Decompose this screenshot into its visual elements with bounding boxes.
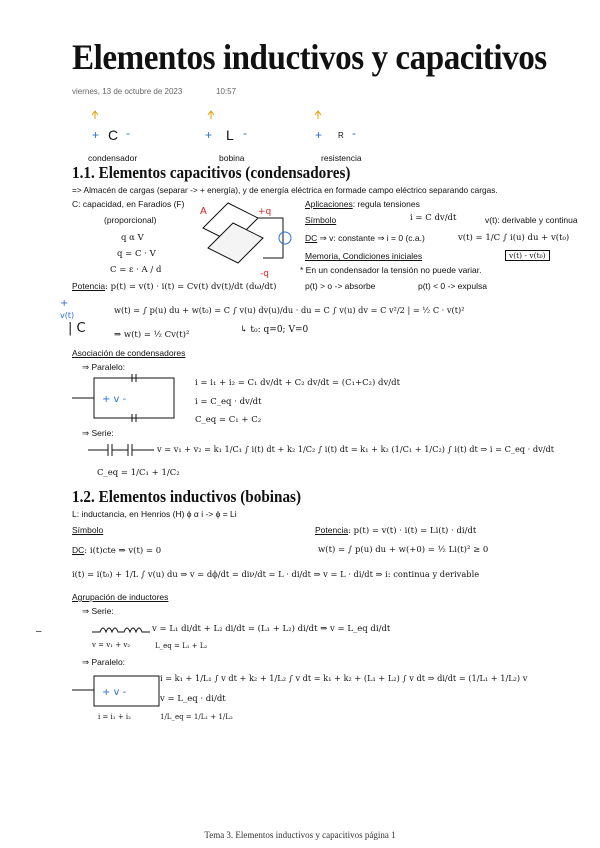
cap-par-eq1: i = i₁ + i₂ = C₁ dv/dt + C₂ dv/dt = (C₁+C₂) dv/dt [195,378,400,388]
label-bobina: bobina [219,153,245,163]
coil-minus: - [243,126,247,140]
cap-vt-note: v(t): derivable y continua [485,215,578,225]
page-footer: Tema 3. Elementos inductivos y capacitivos página 1 [204,830,396,840]
cap-memoria: Memoria, Condiciones iniciales [305,251,423,261]
cap-series-eq: v = v₁ + v₂ = k₁ 1/C₁ ∫ i(t) dt + k₂ 1/C₂ ∫ i(t) dt = k₁ + k₂ (1/C₁ + 1/C₂) ∫ i(t) dt ⇒ i = C_eq · dv/dt [157,444,554,454]
cap-dc-label: DC [305,233,318,243]
cap-capacity: C: capacidad, en Faradios (F) [72,199,185,209]
svg-text:+: + [60,298,69,309]
res-plus: + [315,128,323,142]
ind-current-eq: i(t) = i(t₀) + 1/L ∫ v(u) du ⇒ v = dϕ/dt = diν/dt = L · di/dt ⇒ v = L · di/dt ⇒ i: continua y derivable [72,569,480,579]
ind-parallel-label: Paralelo: [91,657,126,667]
res-minus: - [352,126,356,140]
ind-series-leq: L_eq = L₁ + L₂ [155,642,208,650]
cap-c-ead: C = ε · A / d [110,265,162,275]
cap-q-cv: q = C · V [117,249,156,259]
ind-series-label: Serie: [91,606,114,616]
series-cap-circuit [88,440,158,460]
ind-intro: L: inductancia, en Henrios (H) ϕ α i -> ϕ = Li [72,509,237,519]
ind-par-veq: v = L_eq · di/dt [160,694,226,704]
ind-series-eq: v = L₁ di/dt + L₂ di/dt = (L₁ + L₂) di/dt ⇒ v = L_eq di/dt [152,624,391,634]
capacitor-plates-sketch [198,198,298,278]
section-heading-inductive: 1.2. Elementos inductivos (bobinas) [72,487,302,506]
page-title: Elementos inductivos y capacitivos [72,37,547,77]
cap-absorbe: p(t) > o -> absorbe [305,281,376,291]
coil-letter: L [226,127,234,143]
cap-plus: + [92,128,100,142]
cap-aplicaciones-text: : regula tensiones [352,199,420,209]
cap-par-eq2: i = C_eq · dv/dt [195,397,262,407]
cap-dc-text: ⇒ v: constante ⇒ i = 0 (c.a.) [317,233,425,243]
svg-text:+ v -: + v - [102,687,127,698]
svg-text:+ v -: + v - [102,394,127,405]
cap-expulsa: p(t) < 0 -> expulsa [418,281,487,291]
label-condensador: condensador [88,153,138,163]
vt-sketch [60,296,100,336]
svg-text:v(t): v(t) [60,311,75,320]
cap-energy-final: ⇒ w(t) = ½ Cv(t)² [114,330,190,340]
cap-par-eq3: C_eq = C₁ + C₂ [195,415,262,425]
margin-dash: – [36,626,42,637]
parallel-ind-circuit [72,668,172,718]
ind-group-heading: Agrupación de inductores [72,592,169,602]
cap-series-label: Serie: [91,428,114,438]
cap-series-ceq: C_eq = 1/C₁ + 1/C₂ [97,468,180,478]
cap-parallel-label: Paralelo: [91,362,126,372]
svg-text:+q: +q [258,207,272,217]
ind-dc-label: DC [72,545,85,555]
cap-vt-box: v(t) - v(t₀) [505,250,550,261]
cap-current-eq: i = C dv/dt [410,213,457,223]
cap-aplicaciones-label: Aplicaciones [305,199,353,209]
cap-initial-note: ↳ t₀: q=0; V=0 [240,325,309,335]
ind-dc-text: : i(t)cte ⇒ v(t) = 0 [84,546,162,556]
cap-intro: => Almacén de cargas (separar -> + energía), y de energía eléctrica en formade campo eléctrico separando cargas. [72,185,498,195]
cap-note: * En un condensador la tensión no puede variar. [300,265,482,275]
ind-potencia-eq: : p(t) = v(t) · i(t) = Li(t) · di/dt [348,526,477,536]
section-heading-capacitive: 1.1. Elementos capacitivos (condensadores) [72,163,351,182]
res-letter: R [338,131,344,140]
ind-series-v: v = v₁ + v₂ [92,641,131,649]
cap-vt-integral: v(t) = 1/C ∫ i(u) du + v(t₀) [458,233,570,243]
cap-proportional: (proporcional) [104,215,157,225]
cap-letter: C [108,127,119,143]
coil-plus: + [205,128,213,142]
cap-minus: - [126,126,130,140]
parallel-cap-circuit [72,370,182,430]
svg-text:A: A [200,206,207,217]
ind-par-eq: i = k₁ + 1/L₁ ∫ v dt + k₂ + 1/L₂ ∫ v dt = k₁ + k₂ + (L₁ + L₂) ∫ v dt ⇒ di/dt = (1/L₁ + 1/L₂) v [160,673,528,683]
cap-potencia-eq: : p(t) = v(t) · i(t) = Cv(t) dv(t)/dt (dω/dt) [105,282,277,292]
svg-text:| C: | C [68,321,86,336]
cap-energy-eq: w(t) = ∫ p(u) du + w(t₀) = C ∫ v(u) dv(u)/du · du = C ∫ v(u) dv = C v²/2 | = ½ C · v(t)² [114,305,465,315]
ind-par-i: i = i₁ + i₂ [98,713,131,721]
cap-potencia-label: Potencia [72,281,106,291]
ind-potencia-label: Potencia [315,525,349,535]
label-resistencia: resistencia [321,153,362,163]
ind-simbolo-label: Símbolo [72,525,104,535]
ind-par-leq: 1/L_eq = 1/L₁ + 1/L₂ [160,713,233,721]
page-time: 10:57 [216,87,237,96]
svg-text:-q: -q [260,269,269,279]
ind-energy-eq: w(t) = ∫ p(u) du + w(+0) = ½ Li(t)² ≥ 0 [318,545,489,555]
page-date: viernes, 13 de octubre de 2023 [72,87,183,96]
cap-q-alpha-v: q α V [121,233,144,243]
series-ind-circuit [92,620,152,640]
cap-simbolo-label: Símbolo [305,215,337,225]
cap-assoc-heading: Asociación de condensadores [72,348,186,358]
